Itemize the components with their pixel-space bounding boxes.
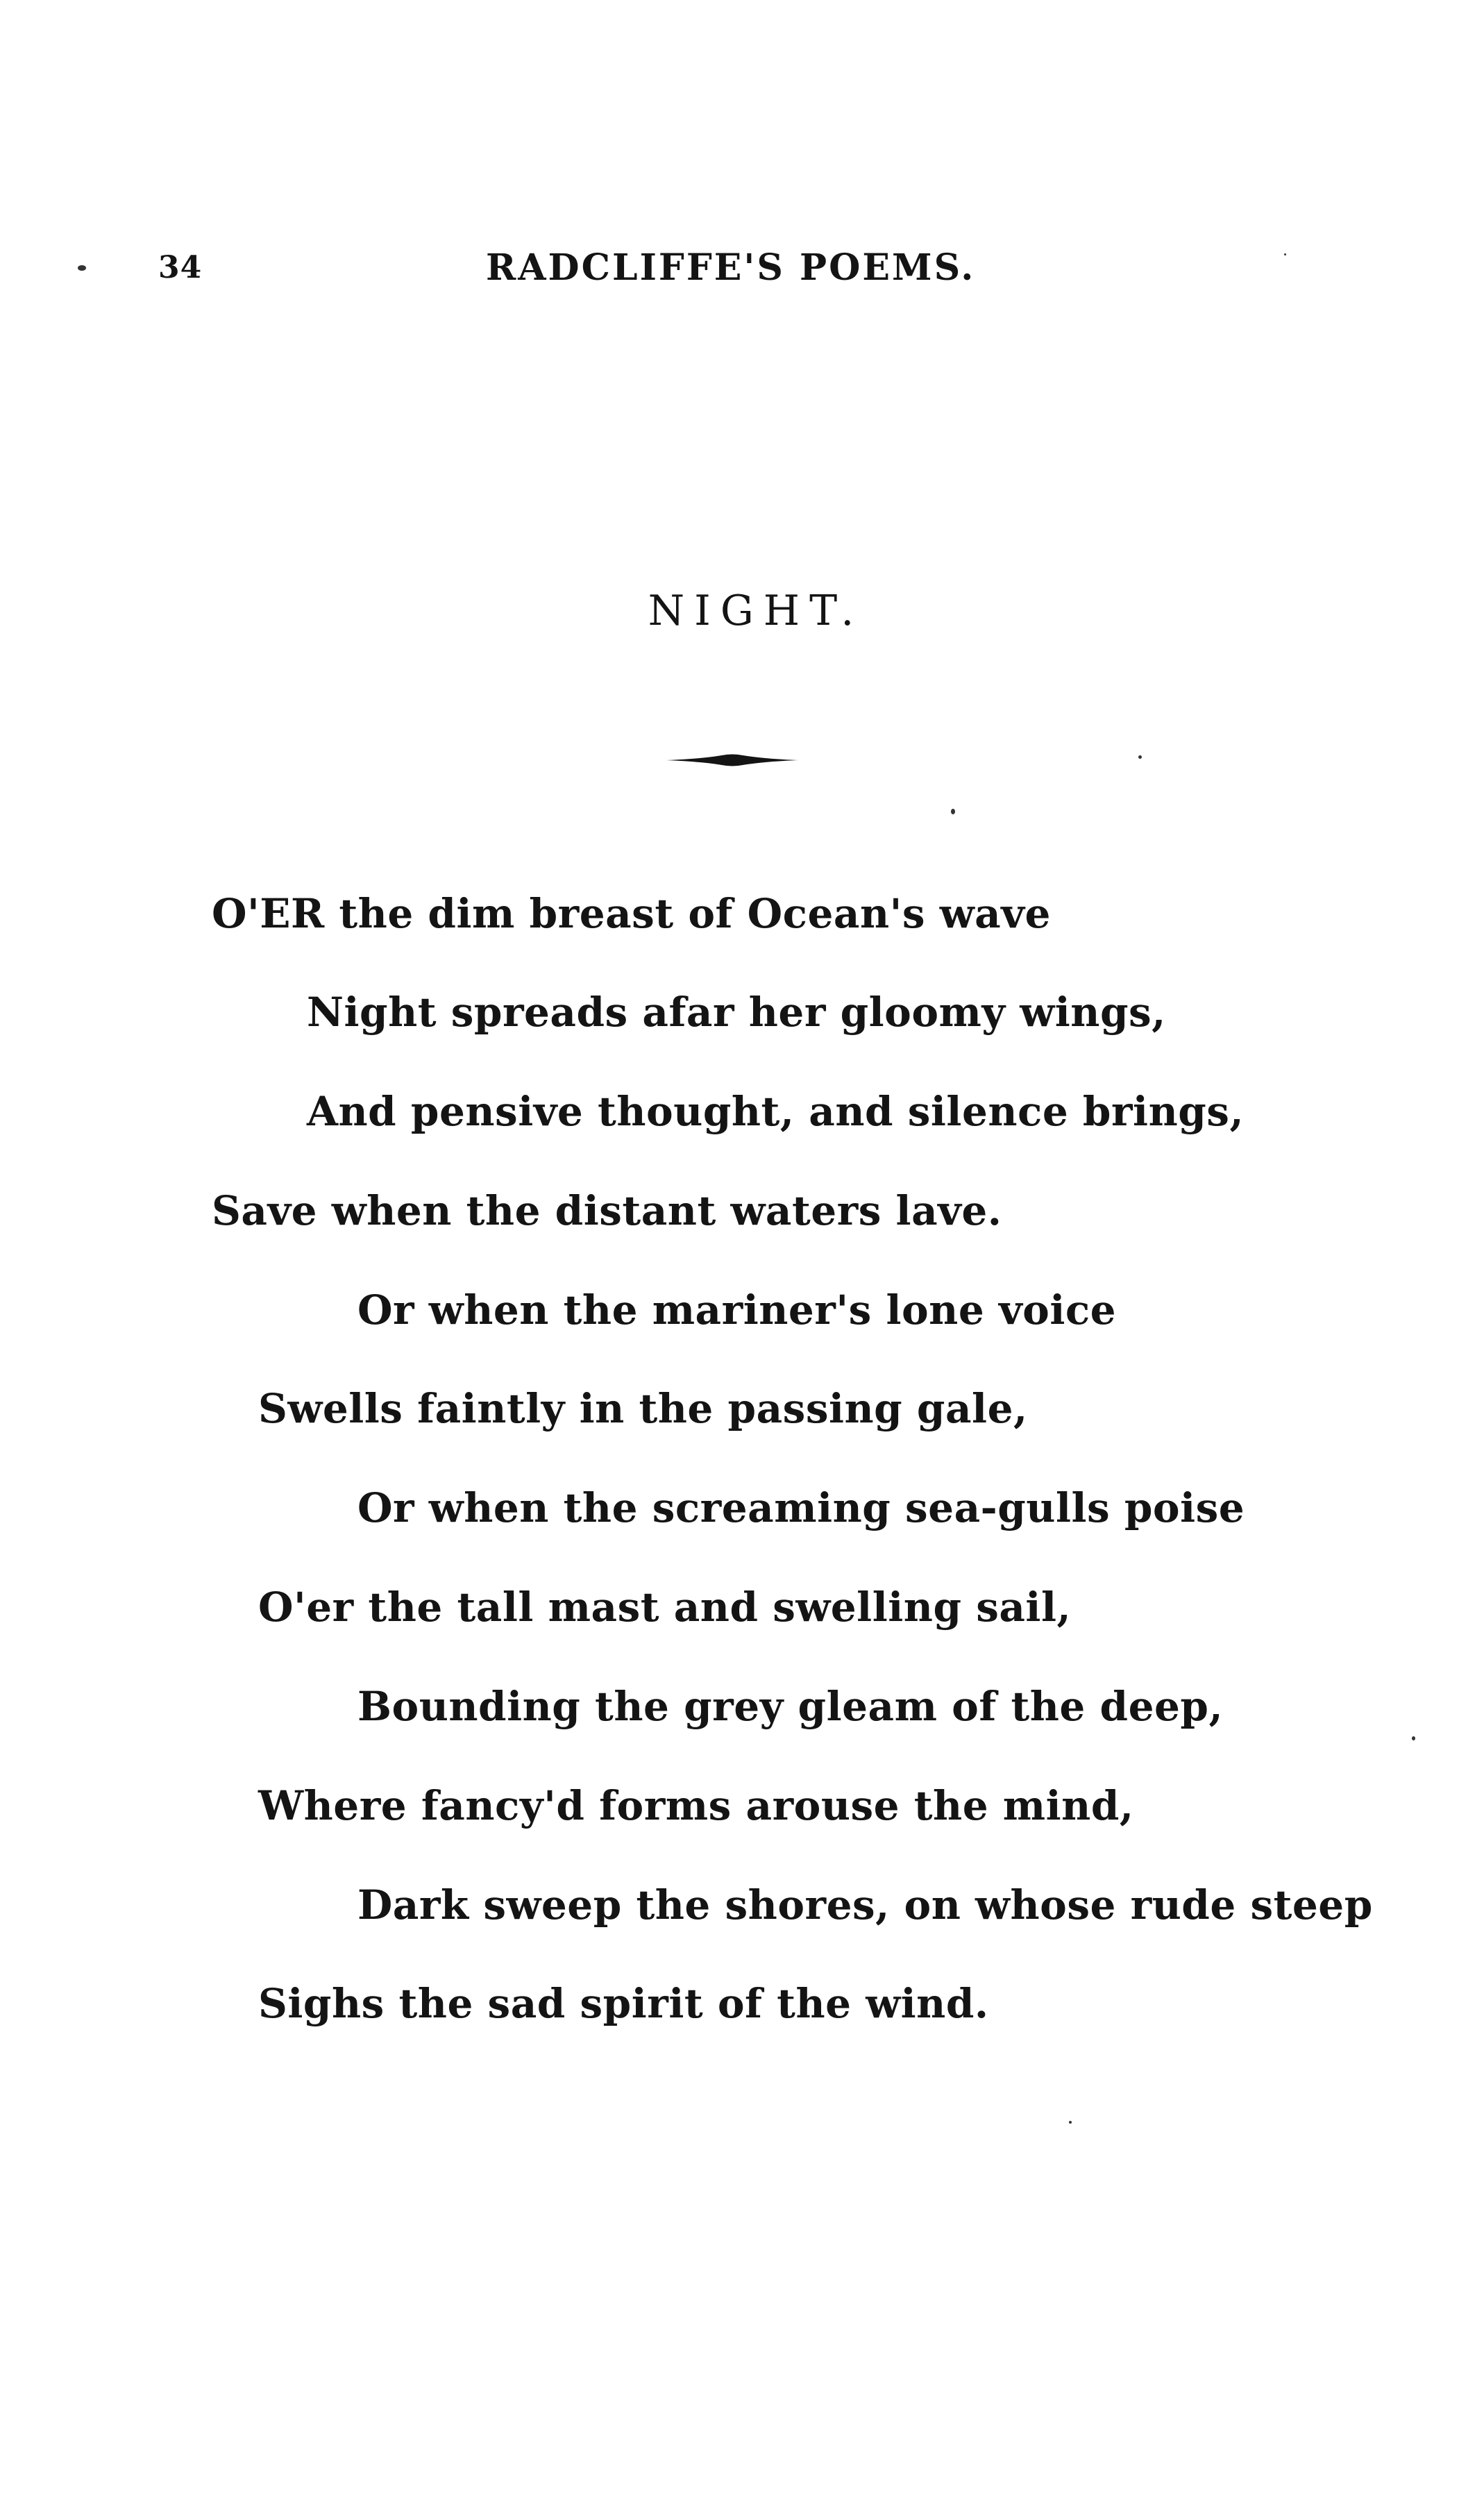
print-speck: [78, 265, 86, 271]
poem-line: Bounding the grey gleam of the deep,: [357, 1683, 1224, 1730]
print-speck: [1069, 2121, 1072, 2124]
print-speck: [951, 809, 955, 814]
poem-line: Swells faintly in the passing gale,: [258, 1385, 1028, 1432]
running-title: RADCLIFFE'S POEMS.: [486, 246, 976, 289]
poem-line: O'er the tall mast and swelling sail,: [258, 1584, 1072, 1631]
print-speck: [1284, 253, 1286, 255]
poem-title: NIGHT.: [648, 587, 864, 635]
rule-ornament-icon: [666, 750, 798, 771]
poem-line: O'ER the dim breast of Ocean's wave: [212, 890, 1051, 937]
poem-line: Dark sweep the shores, on whose rude steep: [357, 1881, 1373, 1929]
poem-line: Where fancy'd forms arouse the mind,: [258, 1782, 1134, 1829]
page-number: 34: [158, 250, 203, 285]
print-speck: [1138, 755, 1142, 759]
poem-line: Or when the mariner's lone voice: [357, 1286, 1117, 1334]
poem-line: Or when the screaming sea-gulls poise: [357, 1484, 1245, 1531]
poem-line: Save when the distant waters lave.: [212, 1187, 1002, 1234]
poem-line: Night spreads afar her gloomy wings,: [307, 989, 1166, 1036]
poem-line: Sighs the sad spirit of the wind.: [258, 1980, 989, 2027]
print-speck: [1412, 1736, 1415, 1740]
poem-line: And pensive thought, and silence brings,: [307, 1088, 1245, 1135]
